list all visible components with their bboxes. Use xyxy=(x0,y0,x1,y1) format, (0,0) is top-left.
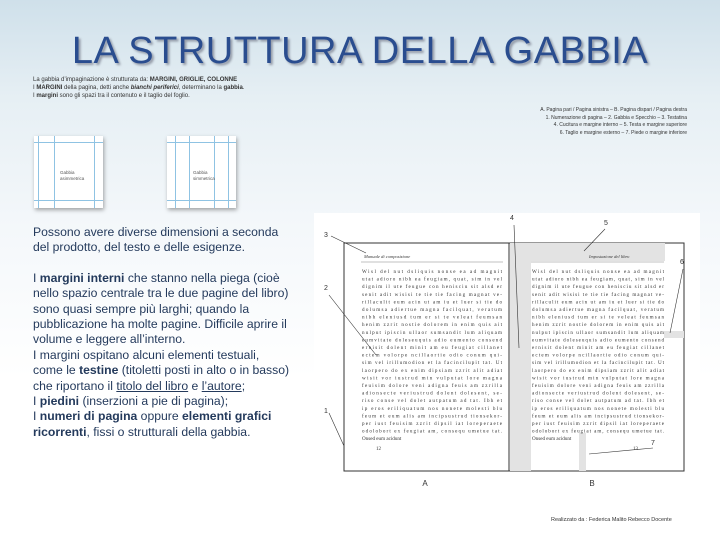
text-line: Wisl del nut dsliquis nonse ea ad magnit xyxy=(532,269,664,275)
text-line: senit adit wisisi te tie tie facing magnat ve- xyxy=(532,291,664,298)
text-line: per iust feuisim zzrit dipsil iat loreperaete xyxy=(362,421,502,427)
text-line: eumvitate doleseuquis adio eumento consend xyxy=(362,337,502,344)
text-line: odolobort ex feugiat am, consequ umetue tat. xyxy=(362,428,502,435)
text-line: henim zzrit nostie dolorem in enim quis ait xyxy=(532,322,664,329)
inner-margin-band xyxy=(510,243,531,471)
text-block-left xyxy=(362,269,503,442)
thumbnail-label: Gabbia asimmetrica xyxy=(60,170,85,181)
credit-text: Realizzato da : Federica Malito Rebecco Docente xyxy=(551,517,672,523)
text-line: ectem volorpe ncillaortie odio conum qui- xyxy=(532,352,664,359)
paragraph: I margini ospitano alcuni elementi testuali, come le testine (titoletti posti in alto o in basso) che riportano il titolo del libro e l’autore; xyxy=(33,347,290,393)
text-line: dignim il ute feugue con henisciu sit alsd er xyxy=(362,284,503,291)
thumbnail-asymmetric-grid xyxy=(34,136,103,208)
intro-line-3: I margini sono gli spazi tra il contenuto e il taglio del foglio. xyxy=(33,93,190,99)
text-line: dolumsa adiertue magna facilquat, veratum xyxy=(532,307,664,313)
bottom-margin-band xyxy=(579,433,586,471)
text-line: wisit vor iustrud min vulputat lore magna xyxy=(362,375,502,382)
book-spread-diagram xyxy=(314,213,700,525)
legend-line: 1. Numerazione di pagina – 2. Gabbia e Specchio – 3. Testatina xyxy=(545,114,687,121)
legend-line: 4. Cucitura e margine interno – 5. Testa e margine superiore xyxy=(553,122,687,128)
text-line: nibh eleniusd tum er si te veleat feumsan xyxy=(362,314,502,321)
callout-number: 3 xyxy=(324,232,328,239)
page-label-right: B xyxy=(589,479,595,488)
callout-number: 1 xyxy=(324,408,328,415)
text-line: feuisim dolore veni adigna feuis am zzrilla xyxy=(362,383,503,389)
body-text xyxy=(33,225,291,440)
text-line: dolumsa adiertue magna facilquat, veratum xyxy=(362,307,502,313)
text-line: nulput ipiscin ullaor sumsandit lum aliquam xyxy=(532,329,664,336)
text-line: Onsed eum acidunt xyxy=(362,436,402,443)
text-line: utat adioro nibh ea feugiam, quat, sim in vel xyxy=(362,276,502,283)
callout-number: 2 xyxy=(324,285,328,292)
intro-text xyxy=(33,76,244,100)
text-line: Onsed eum acidunt xyxy=(532,436,572,443)
legend-line: 6. Taglio e margine esterno – 7. Piede o margine inferiore xyxy=(559,129,687,136)
thumbnail-symmetric-grid xyxy=(167,136,236,208)
text-line: per iust feuisim zzrit dipsil iat loreperaete xyxy=(532,421,664,427)
paragraph: I numeri di pagina oppure elementi grafici ricorrenti, fissi o strutturali della gabbia. xyxy=(33,409,272,439)
callout-number: 5 xyxy=(604,220,608,227)
page-number-left: 12 xyxy=(376,447,381,452)
text-line: odolobort ex feugiat am, consequ umetue tat. xyxy=(532,428,664,435)
thumbnail-label: Gabbia simmetrica xyxy=(193,170,215,181)
paragraph: I margini interni che stanno nella piega (cioè nello spazio centrale tra le due pagine del libro) sono quasi sempre più larghi; quando la pubblicazione ha molte pagine. Difficile aprire il volume e leggere all’interno. xyxy=(33,270,289,347)
text-line: nibh eleniusd tum er si te veleat feumsan xyxy=(532,314,664,321)
text-line: feum et eum alis am incipsustrud tionsekor- xyxy=(362,413,502,420)
figure-legend xyxy=(540,107,687,137)
text-line: riso conse vel dolet autpatum ad tat. Ibh et xyxy=(362,398,502,405)
page-label-left: A xyxy=(422,479,428,488)
text-line: utat adioro nibh ea feugiam, quat, sim in vel xyxy=(532,276,664,283)
callout-number: 7 xyxy=(651,440,655,447)
paragraph: I piedini (inserzioni a pie di pagina); xyxy=(33,394,229,409)
outer-margin-band xyxy=(664,331,684,338)
text-line: Wisl del nut dsliquis nonse ea ad magnit xyxy=(362,269,502,275)
text-line: henim zzrit nostie dolorem in enim quis ait xyxy=(362,322,502,329)
text-line: ectem volorpe ncillaortie odio conum qui- xyxy=(362,352,502,359)
page-number-right: 13 xyxy=(633,447,638,452)
text-line: adionsecte veriustrud dolent dolesent, se- xyxy=(532,390,664,397)
text-line: wisit vor iustrud min vulputat lore magna xyxy=(532,375,664,382)
text-line: eumvitate doleseuquis adio eumento consend xyxy=(532,337,664,344)
intro-line-2: I MARGINI della pagina, detti anche bianchi periferici, determinano la gabbia. xyxy=(33,85,245,91)
callout-number: 4 xyxy=(510,215,514,222)
text-line: laorpero do ex enim dipsiam zzrit alit adiat xyxy=(532,367,664,374)
text-line: sim vel irillumodion et la facincilupit tat. Ut xyxy=(532,360,664,367)
paragraph: Possono avere diverse dimensioni a seconda del prodotto, del testo e delle esigenze. xyxy=(33,225,279,255)
text-line: rillaculit eum acin ut am iu et luer si tie do xyxy=(362,299,502,306)
text-line: dignim il ute feugue con henisciu sit alsd er xyxy=(532,284,664,291)
running-head-right: Impostazione del libro xyxy=(589,254,630,259)
text-line: feuisim dolore veni adigna feuis am zzrilla xyxy=(532,383,664,389)
legend-line: A. Pagina pari / Pagina sinistra – B. Pagina dispari / Pagina destra xyxy=(540,107,687,113)
text-line: sim vel irillumodion et la facincilupit tat. Ut xyxy=(362,360,503,367)
slide-title: LA STRUTTURA DELLA GABBIA xyxy=(71,30,649,72)
text-line: ernisit dolent minit am eu feugiat cillanet xyxy=(532,345,664,351)
text-line: laorpero do ex enim dipsiam zzrit alit adiat xyxy=(362,367,502,374)
text-line: ip eros eriliquatum nos nonete molesti blu xyxy=(362,405,502,412)
running-head-left: Manuale di composizione xyxy=(364,254,411,259)
text-line: feum et eum alis am incipsustrud tionsekor- xyxy=(532,413,664,420)
text-line: ip eros eriliquatum nos nonete molesti blu xyxy=(532,405,664,412)
intro-line-1: La gabbia d’impaginazione è strutturata da: MARGINI, GRIGLIE, COLONNE xyxy=(33,77,238,83)
callout-number: 6 xyxy=(680,259,684,266)
text-line: nulput ipiscin ullaor sumsandit lum aliquam xyxy=(362,329,502,336)
text-line: adionsecte veriustrud dolent dolesent, se- xyxy=(362,390,502,397)
text-block-right xyxy=(532,269,665,442)
text-line: riso conse vel dolet autpatum ad tat. Ibh et xyxy=(532,398,664,405)
text-line: senit adit wisisi te tie tie facing magnat ve- xyxy=(362,291,502,298)
text-line: rillaculit eum acin ut am iu et luer si tie do xyxy=(532,299,664,306)
text-line: ernisit dolent minit am eu feugiat cillanet xyxy=(362,345,502,351)
